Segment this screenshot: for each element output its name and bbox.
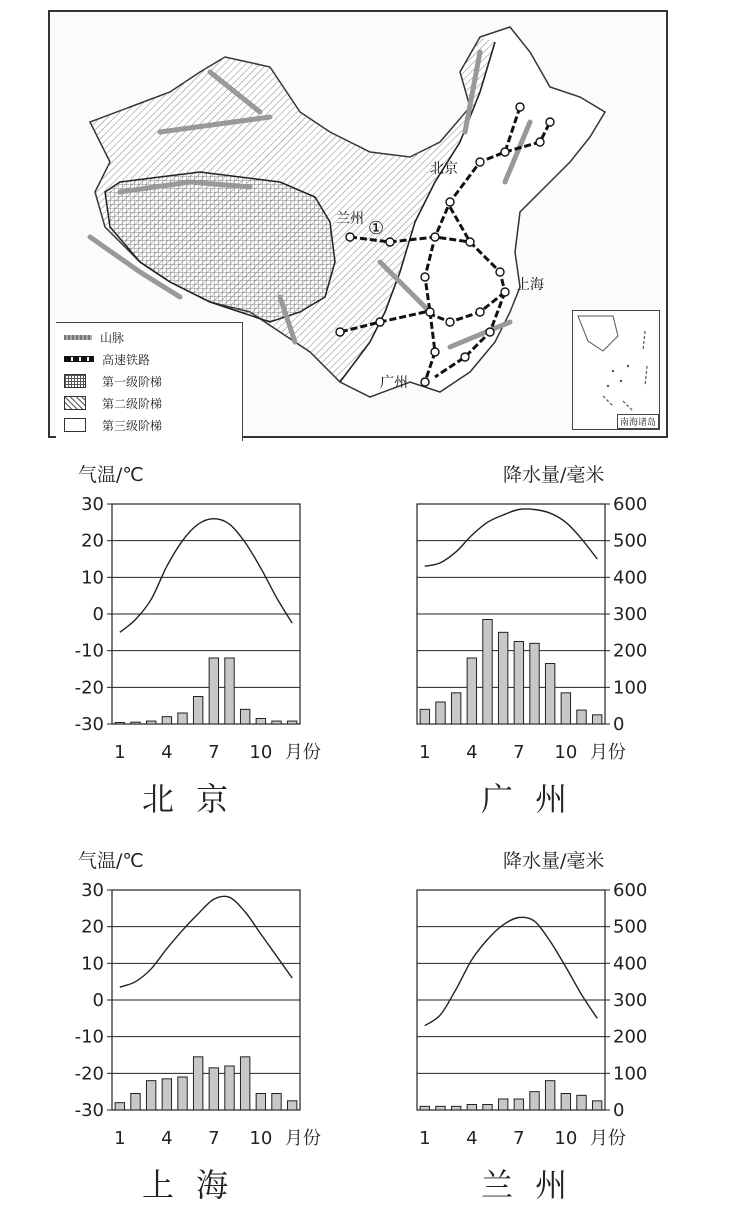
temp-tick-label: 0 [92,604,104,625]
precip-bar [256,1094,265,1111]
label-beijing: 北京 [430,161,458,177]
legend-item-step2 [64,393,162,413]
legend-label-rail: 高速铁路 [102,352,151,367]
inset-map [573,311,657,427]
x-tick-label: 4 [161,1128,173,1149]
city-name: 上 海 [142,1166,235,1204]
precip-bar [436,1106,445,1110]
x-tick-label: 7 [513,1128,525,1149]
x-tick-label: 10 [249,1128,273,1149]
chart-svg [395,460,695,763]
x-tick-label: 7 [208,1128,220,1149]
precip-bar [467,1105,476,1111]
x-tick-label: 1 [114,742,126,763]
precip-tick-label: 500 [613,916,648,938]
temp-tick-label: 20 [81,916,104,938]
temp-tick-label: -10 [74,640,104,662]
temp-tick-label: 10 [81,567,104,589]
precip-bar [592,715,601,724]
map-legend [56,322,243,441]
precip-tick-label: 600 [613,880,648,901]
first-step-area [105,172,335,322]
x-unit-label: 月份 [589,1128,626,1149]
temp-tick-label: 30 [81,880,104,901]
right-axis-title: 降水量/毫米 [503,464,605,486]
legend-label-step1: 第一级阶梯 [102,374,163,389]
precip-tick-label: 300 [613,604,648,625]
x-tick-label: 4 [466,742,478,763]
temp-tick-label: -30 [74,1100,104,1121]
precip-tick-label: 100 [613,1063,648,1085]
x-tick-label: 1 [114,1128,126,1149]
precip-bar [146,1081,155,1110]
precip-tick-label: 600 [613,494,648,515]
city-name: 广 州 [481,780,574,818]
precip-bar [592,1101,601,1110]
temp-tick-label: -10 [74,1026,104,1048]
precip-bar [225,658,234,724]
precip-tick-label: 400 [613,953,648,975]
precip-bar [483,1105,492,1111]
city-name: 北 京 [142,780,235,818]
left-axis-title: 气温/℃ [78,464,144,486]
precip-bar [483,620,492,725]
legend-label-mountain: 山脉 [100,330,125,345]
climate-chart-shanghai [60,846,350,1206]
precip-bar [240,1057,249,1110]
x-tick-label: 7 [208,742,220,763]
label-marker-1: ① [368,218,385,239]
south-china-sea-inset [572,310,660,430]
precip-tick-label: 0 [613,714,625,735]
precip-bar [561,693,570,724]
precip-bar [131,722,140,724]
x-unit-label: 月份 [284,742,321,763]
precip-bar [530,1092,539,1110]
legend-item-rail [64,349,150,369]
inset-label: 南海诸岛 [617,414,659,429]
label-lanzhou: 兰州 [336,211,364,227]
x-tick-label: 4 [161,742,173,763]
x-tick-label: 4 [466,1128,478,1149]
temp-tick-label: 10 [81,953,104,975]
chart-svg [395,846,695,1149]
precip-bar [225,1066,234,1110]
precip-bar [420,709,429,724]
chart-svg [60,846,350,1149]
precip-bar [577,710,586,724]
precip-bar [530,643,539,724]
grid-pattern-icon [64,374,86,388]
precip-tick-label: 100 [613,677,648,699]
precip-bar [193,1057,202,1110]
precip-bar [240,709,249,724]
precip-bar [272,1094,281,1111]
legend-label-step2: 第二级阶梯 [102,396,163,411]
precip-bar [193,697,202,725]
precip-bar [498,632,507,724]
mountain-symbol-icon [64,335,92,340]
legend-label-step3: 第三级阶梯 [102,418,163,433]
precip-bar [498,1099,507,1110]
temperature-line [120,519,292,633]
precip-tick-label: 200 [613,1026,648,1048]
hatch-pattern-icon [64,396,86,410]
precip-bar [272,721,281,724]
precip-bar [451,693,460,724]
precip-bar [577,1095,586,1110]
precip-bar [451,1106,460,1110]
precip-bar [162,717,171,724]
temperature-line [120,896,292,987]
x-tick-label: 10 [249,742,273,763]
precip-bar [178,713,187,724]
temp-tick-label: -30 [74,714,104,735]
x-tick-label: 1 [419,742,431,763]
chart-svg [60,460,350,763]
x-tick-label: 10 [554,742,578,763]
temp-tick-label: 20 [81,530,104,552]
precip-bar [162,1079,171,1110]
precip-bar [561,1094,570,1111]
temp-tick-label: 0 [92,990,104,1011]
precip-tick-label: 0 [613,1100,625,1121]
precip-bar [287,1101,296,1110]
temp-tick-label: -20 [74,677,104,699]
rail-symbol-icon [64,356,94,362]
temp-tick-label: 30 [81,494,104,515]
x-tick-label: 10 [554,1128,578,1149]
label-shanghai: 上海 [516,277,544,293]
precip-bar [545,1081,554,1110]
blank-box-icon [64,418,86,432]
legend-item-step3 [64,415,162,435]
precip-bar [209,1068,218,1110]
x-unit-label: 月份 [589,742,626,763]
x-tick-label: 1 [419,1128,431,1149]
left-axis-title: 气温/℃ [78,850,144,872]
legend-item-step1 [64,371,162,391]
label-guangzhou: 广州 [380,375,408,391]
precip-tick-label: 400 [613,567,648,589]
precip-bar [256,719,265,725]
precip-bar [436,702,445,724]
precip-bar [209,658,218,724]
precip-bar [467,658,476,724]
precip-bar [514,1099,523,1110]
precip-bar [287,721,296,724]
precip-bar [115,723,124,724]
x-unit-label: 月份 [284,1128,321,1149]
climate-chart-guangzhou [395,460,695,820]
city-name: 兰 州 [481,1166,574,1204]
precip-bar [146,721,155,724]
china-map-panel [48,10,668,438]
precip-tick-label: 200 [613,640,648,662]
x-tick-label: 7 [513,742,525,763]
precip-tick-label: 500 [613,530,648,552]
temp-tick-label: -20 [74,1063,104,1085]
precip-bar [131,1094,140,1111]
temperature-line [425,917,597,1025]
precip-bar [514,642,523,725]
legend-item-mountain [64,327,124,347]
right-axis-title: 降水量/毫米 [503,850,605,872]
precip-bar [545,664,554,725]
climate-chart-beijing [60,460,350,820]
precip-bar [178,1077,187,1110]
precip-bar [115,1103,124,1110]
climate-chart-lanzhou [395,846,695,1206]
precip-tick-label: 300 [613,990,648,1011]
precip-bar [420,1106,429,1110]
temperature-line [425,509,597,566]
